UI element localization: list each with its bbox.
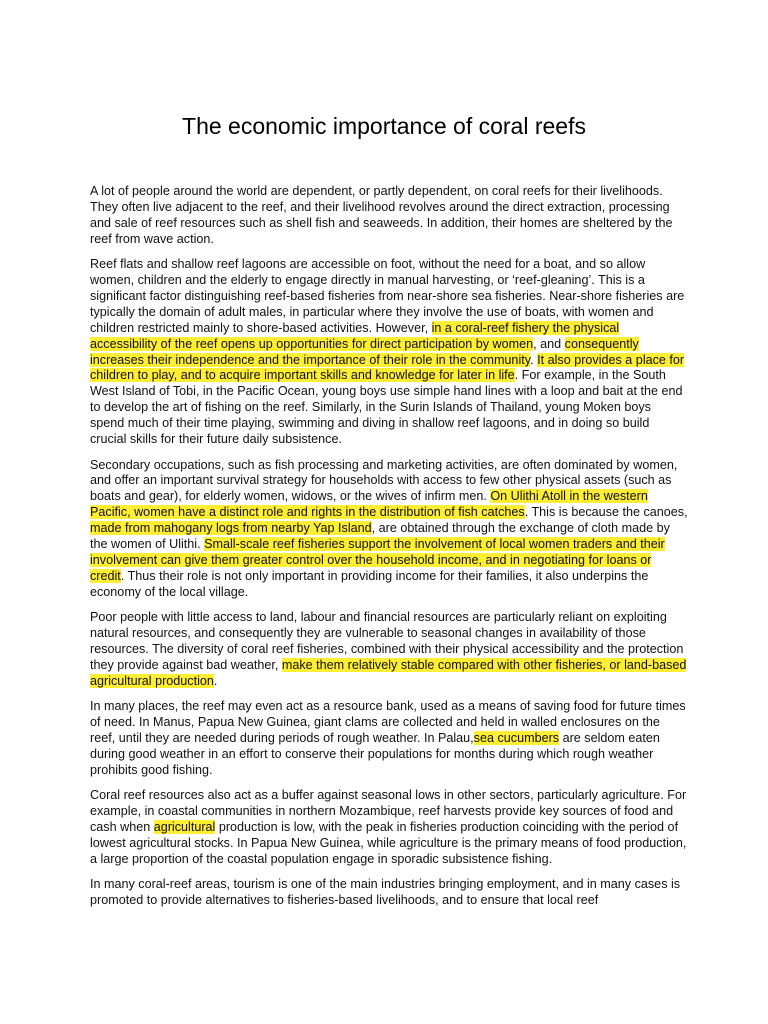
text-run: . This is because the canoes, [524,505,688,520]
text-run: . [213,673,218,688]
text-run: . [530,352,538,367]
text-run: Coral reef resources also act as a buffer against seasonal lows in other sectors, particularly agriculture. For example, in coastal communities in northern Mozambique, reef harvests provide key sources of food and cash when [90,788,687,835]
text-run: Reef flats and shallow reef lagoons are accessible on foot, without the need for a boat, and so allow women, children and the elderly to engage directly in manual harvesting, or ‘reef-gleaning’. This is a significant factor distinguishing reef-based fisheries from near-shore sea fisheries. Near-shore fisheries are typically the domain of adult males, in particular where they involve the use of boats, with women and children restricted mainly to shore-based activities. However, [90,257,685,335]
text-run: . Thus their role is not only important in providing income for their families, it also underpins the economy of the local village. [90,568,649,599]
paragraph [90,610,688,690]
highlighted-text: On Ulithi Atoll in the western Pacific, women have a distinct role and rights in the distribution of fish catches [90,489,648,520]
text-run: In many coral-reef areas, tourism is one of the main industries bringing employment, and in many cases is promoted to provide alternatives to fisheries-based livelihoods, and to ensure that local reef [90,877,681,908]
highlighted-text: sea cucumbers [473,731,560,745]
text-run: Secondary occupations, such as fish processing and marketing activities, are often dominated by women, and offer an important survival strategy for households with access to few other physical assets (such as boats and gear), for elderly women, widows, or the wives of infirm men. [90,457,678,504]
paragraph [90,699,688,779]
text-run: production is low, with the peak in fisheries production coinciding with the period of lowest agricultural stocks. In Papua New Guinea, while agriculture is the primary means of food production, a large proportion of the coastal population engage in sporadic subsistence fishing. [90,820,687,866]
text-run: . For example, in the South West Island of Tobi, in the Pacific Ocean, young boys use simple hand lines with a loop and bait at the end to develop the art of fishing on the reef. Similarly, in the Surin Islands of Thailand, young Moken boys spend much of their time playing, swimming and diving in shallow reef lagoons, and in doing so build crucial skills for their future daily subsistence. [90,368,683,447]
text-run: In many places, the reef may even act as a resource bank, used as a means of saving food for future times of need. In Manus, Papua New Guinea, giant clams are collected and held in walled enclosures on the reef, until they are needed during periods of rough weather. In Palau, [90,699,686,745]
text-run: A lot of people around the world are dependent, or partly dependent, on coral reefs for their livelihoods. They often live adjacent to the reef, and their livelihood revolves around the direct extraction, processing and sale of reef resources such as shell fish and seaweeds. In addition, their homes are sheltered by the reef from wave action. [90,184,673,246]
text-run: are seldom eaten during good weather in an effort to conserve their populations for months during which rough weather prohibits good fishing. [90,731,660,777]
highlighted-text: in a coral-reef fishery the physical accessibility of the reef opens up opportunities for direct participation by women [90,320,620,351]
text-run: Poor people with little access to land, labour and financial resources are particularly reliant on exploiting natural resources, and consequently they are vulnerable to seasonal changes in availability of those resources. The diversity of coral reef fisheries, combined with their physical accessibility and the protection they provide against bad weather, [90,610,684,672]
highlighted-text: make them relatively stable compared with other fisheries, or land-based agricultural production [90,657,687,688]
paragraph [90,184,688,248]
document-body [90,184,688,919]
paragraph [90,877,688,909]
paragraph [90,257,688,448]
page-title: The economic importance of coral reefs [182,113,586,139]
paragraph [90,458,688,601]
text-run: , are obtained through the exchange of cloth made by the women of Ulithi. [90,521,670,552]
highlighted-text: agricultural [153,820,216,835]
paragraph [90,788,688,868]
highlighted-text: consequently increases their independence and the importance of their role in the community [90,336,639,367]
text-run: , and [533,336,565,351]
highlighted-text: Small-scale reef fisheries support the involvement of local women traders and their involvement can give them greater control over the household income, and in negotiating for loans or credit [90,537,665,583]
highlighted-text: It also provides a place for children to play, and to acquire important skills and knowledge for later in life [90,352,685,383]
highlighted-text: made from mahogany logs from nearby Yap Island [90,521,372,536]
